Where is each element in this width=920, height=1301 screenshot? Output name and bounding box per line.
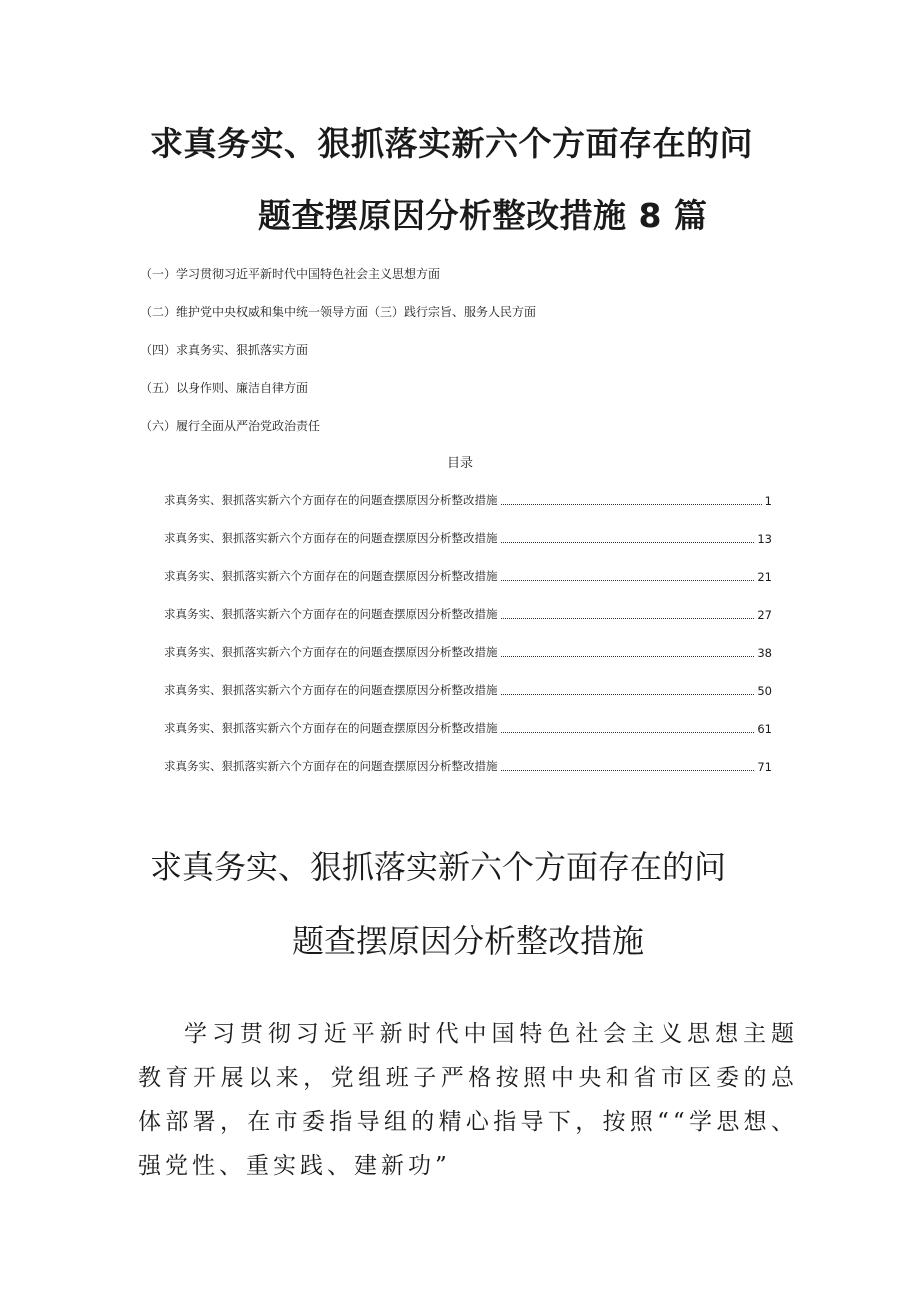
toc-entry-page: 71 [757,760,772,774]
toc-entry-text: 求真务实、狠抓落实新六个方面存在的问题查摆原因分析整改措施 [164,531,498,545]
toc-entry-page: 38 [757,646,772,660]
toc-heading: 目录 [446,456,473,471]
toc-entry[interactable] [164,492,772,508]
toc-entry-text: 求真务实、狠抓落实新六个方面存在的问题查摆原因分析整改措施 [164,569,498,583]
toc-leader-dots [501,694,755,695]
outline-item: （四）求真务实、狠抓落实方面 [140,343,309,357]
toc-leader-dots [501,770,755,771]
toc-entry[interactable] [164,568,772,584]
toc-entry-page: 61 [757,722,772,736]
outline-item: （五）以身作则、廉洁自律方面 [140,381,309,395]
document-title-line-2: 题查摆原因分析整改措施 8 篇 [258,196,708,235]
outline-item: （一）学习贯彻习近平新时代中国特色社会主义思想方面 [140,267,441,281]
toc-entry-text: 求真务实、狠抓落实新六个方面存在的问题查摆原因分析整改措施 [164,721,498,735]
toc-entry-text: 求真务实、狠抓落实新六个方面存在的问题查摆原因分析整改措施 [164,759,498,773]
toc-entry-text: 求真务实、狠抓落实新六个方面存在的问题查摆原因分析整改措施 [164,683,498,697]
toc-entry[interactable] [164,644,772,660]
toc-entry-page: 13 [757,532,772,546]
toc-leader-dots [501,580,755,581]
toc-entry-page: 21 [757,570,772,584]
toc-entry-page: 1 [764,494,772,508]
toc-entry-page: 27 [757,608,772,622]
toc-leader-dots [501,732,755,733]
toc-entry-text: 求真务实、狠抓落实新六个方面存在的问题查摆原因分析整改措施 [164,493,498,507]
toc-entry-page: 50 [757,684,772,698]
toc-entry-text: 求真务实、狠抓落实新六个方面存在的问题查摆原因分析整改措施 [164,645,498,659]
section-title-line-1: 求真务实、狠抓落实新六个方面存在的问 [150,848,727,886]
section-title-line-2: 题查摆原因分析整改措施 [292,922,645,960]
body-paragraph: 学习贯彻习近平新时代中国特色社会主义思想主题教育开展以来，党组班子严格按照中央和省市区委的总体部署，在市委指导组的精心指导下，按照““学思想、强党性、重实践、建新功” [138,1021,798,1179]
document-title-line-1: 求真务实、狠抓落实新六个方面存在的问 [150,124,753,163]
toc-entry[interactable] [164,606,772,622]
toc-entry[interactable] [164,530,772,546]
toc-leader-dots [501,504,762,505]
toc-entry[interactable] [164,682,772,698]
toc-leader-dots [501,618,755,619]
toc-entry[interactable] [164,720,772,736]
toc-leader-dots [501,542,755,543]
toc-entry[interactable] [164,758,772,774]
outline-item: （六）履行全面从严治党政治责任 [140,419,321,433]
outline-item: （二）维护党中央权威和集中统一领导方面（三）践行宗旨、服务人民方面 [140,305,537,319]
toc-leader-dots [501,656,755,657]
toc-entry-text: 求真务实、狠抓落实新六个方面存在的问题查摆原因分析整改措施 [164,607,498,621]
